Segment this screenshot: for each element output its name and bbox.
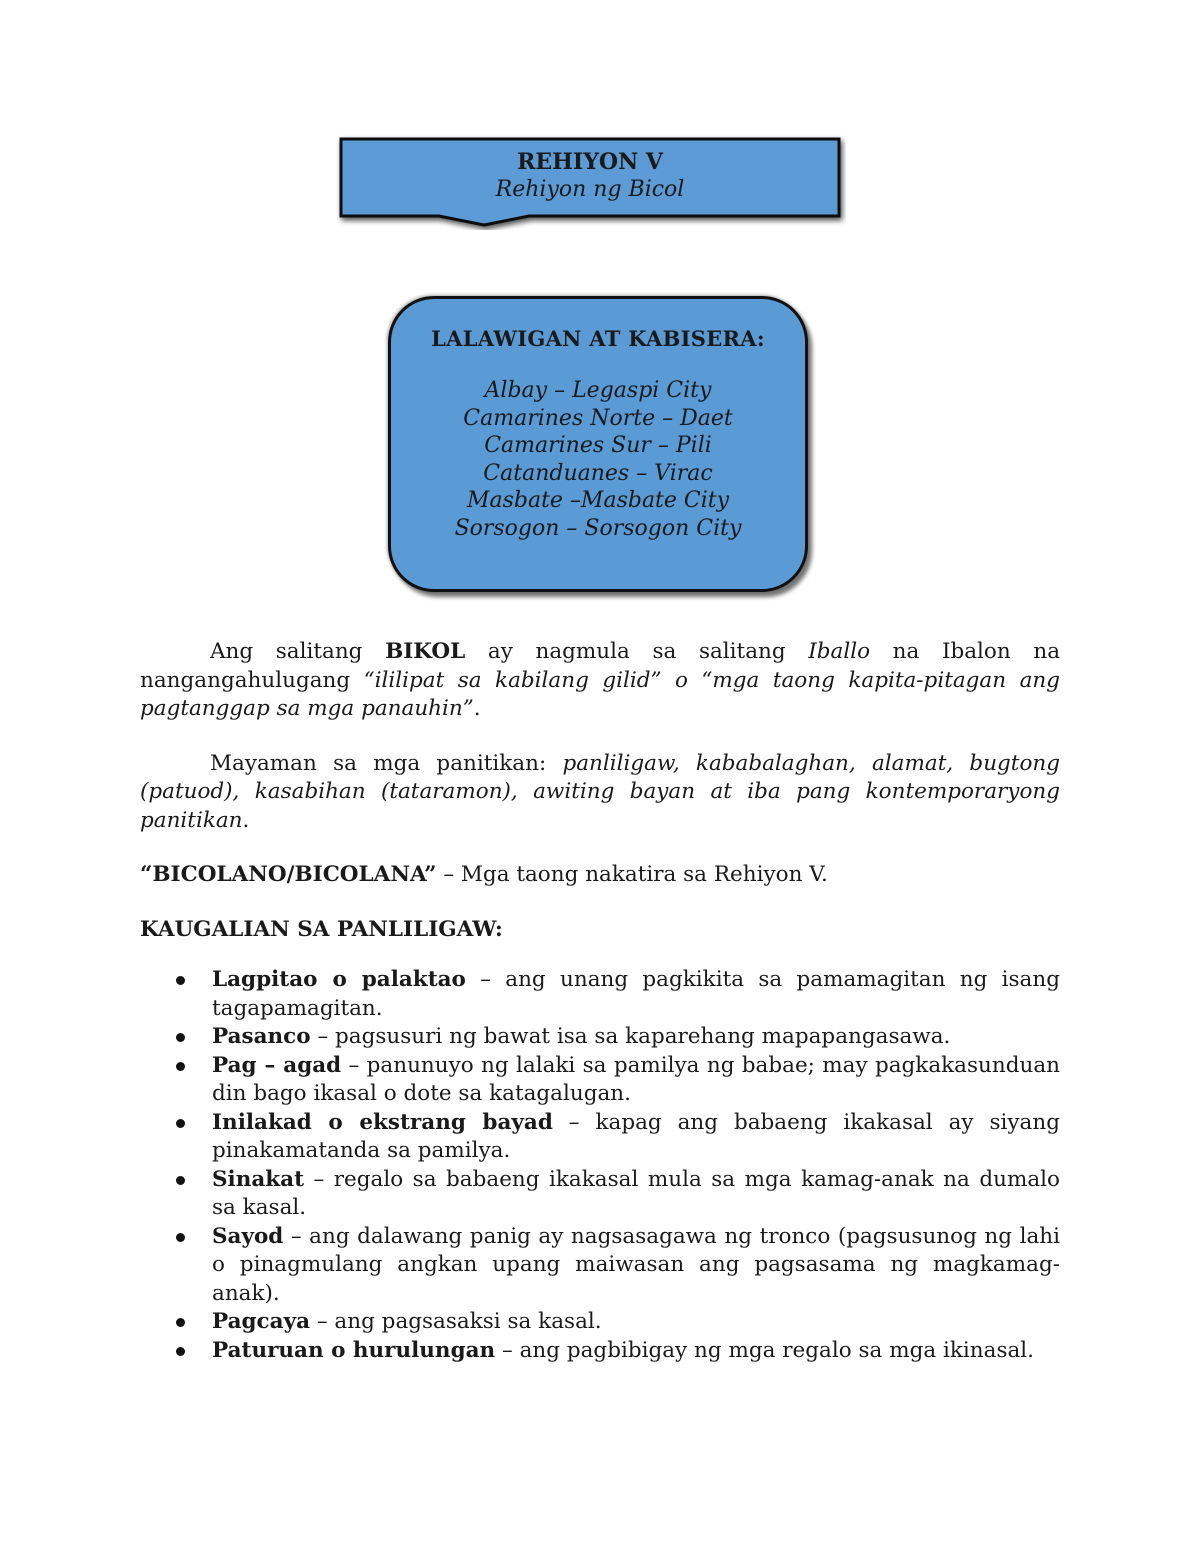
bullet-icon xyxy=(176,1176,185,1185)
paragraph-literature: Mayaman sa mga panitikan: panliligaw, kababalaghan, alamat, bugtong (patuod), kasabihan (tataramon), awiting bayan at iba pang kontemporaryong panitikan. xyxy=(140,750,1060,833)
bullet-icon xyxy=(176,1119,185,1128)
bullet-icon xyxy=(176,1318,185,1327)
paragraph-definition: “BICOLANO/BICOLANA” – Mga taong nakatira sa Rehiyon V. xyxy=(140,862,828,887)
region-title: REHIYON V xyxy=(517,149,663,175)
meaning-quote: “ililipat sa kabilang gilid” o “mga taong kapita-pitagan ang pagtanggap sa mga panauhin” xyxy=(140,667,1060,721)
province-item: Albay – Legaspi City xyxy=(484,378,712,403)
list-item: Pagcaya – ang pagsasaksi sa kasal. xyxy=(140,1308,1060,1337)
list-item: Paturuan o hurulungan – ang pagbibigay ng mga regalo sa mga ikinasal. xyxy=(140,1337,1060,1366)
province-item: Sorsogon – Sorsogon City xyxy=(454,515,742,541)
bullet-icon xyxy=(176,1233,185,1242)
bullet-icon xyxy=(176,1062,185,1071)
province-item: Masbate –Masbate City xyxy=(466,488,730,514)
province-item: Camarines Sur – Pili xyxy=(484,433,712,459)
region-subtitle: Rehiyon ng Bicol xyxy=(495,177,685,202)
list-item: Pag – agad – panunuyo ng lalaki sa pamilya ng babae; may pagkakasunduan din bago ikasal o dote sa katagalugan. xyxy=(140,1052,1060,1109)
provinces-heading: LALAWIGAN AT KABISERA: xyxy=(431,326,765,351)
province-item: Catanduanes – Virac xyxy=(483,460,713,486)
title-banner xyxy=(334,132,846,230)
list-item: Pasanco – pagsusuri ng bawat isa sa kaparehang mapapangasawa. xyxy=(140,1023,1060,1052)
bullet-icon xyxy=(176,1347,185,1356)
list-item: Inilakad o ekstrang bayad – kapag ang babaeng ikakasal ay siyang pinakamatanda sa pamilya. xyxy=(140,1109,1060,1166)
term-bikol: BIKOL xyxy=(385,639,466,664)
list-item: Sayod – ang dalawang panig ay nagsasagawa ng tronco (pagsusunog ng lahi o pinagmulang angkan upang maiwasan ang pagsasama ng magkamag-anak). xyxy=(140,1223,1060,1309)
bullet-icon xyxy=(176,1033,185,1042)
bullet-icon xyxy=(176,976,185,985)
paragraph-origin: Ang salitang BIKOL ay nagmula sa salitang Iballo na Ibalon na nangangahulugang “ililipat sa kabilang gilid” o “mga taong kapita-pitagan ang pagtanggap sa mga panauhin”. xyxy=(140,639,1061,721)
literature-list: panliligaw, kababalaghan, alamat, bugtong (patuod), kasabihan (tataramon), awiting bayan at iba pang kontemporaryong panitikan xyxy=(140,750,1060,833)
document-body xyxy=(140,638,1060,1365)
list-item: Lagpitao o palaktao – ang unang pagkikita sa pamamagitan ng isang tagapamagitan. xyxy=(140,966,1060,1023)
provinces-box xyxy=(388,296,808,592)
customs-list xyxy=(140,966,1060,1365)
province-item: Camarines Norte – Daet xyxy=(463,405,733,431)
provinces-list xyxy=(391,377,805,543)
term-iballo: Iballo xyxy=(808,639,871,664)
definition-term: “BICOLANO/BICOLANA” xyxy=(140,862,437,887)
customs-heading: KAUGALIAN SA PANLILIGAW: xyxy=(140,916,503,942)
list-item: Sinakat – regalo sa babaeng ikakasal mula sa mga kamag-anak na dumalo sa kasal. xyxy=(140,1166,1060,1223)
